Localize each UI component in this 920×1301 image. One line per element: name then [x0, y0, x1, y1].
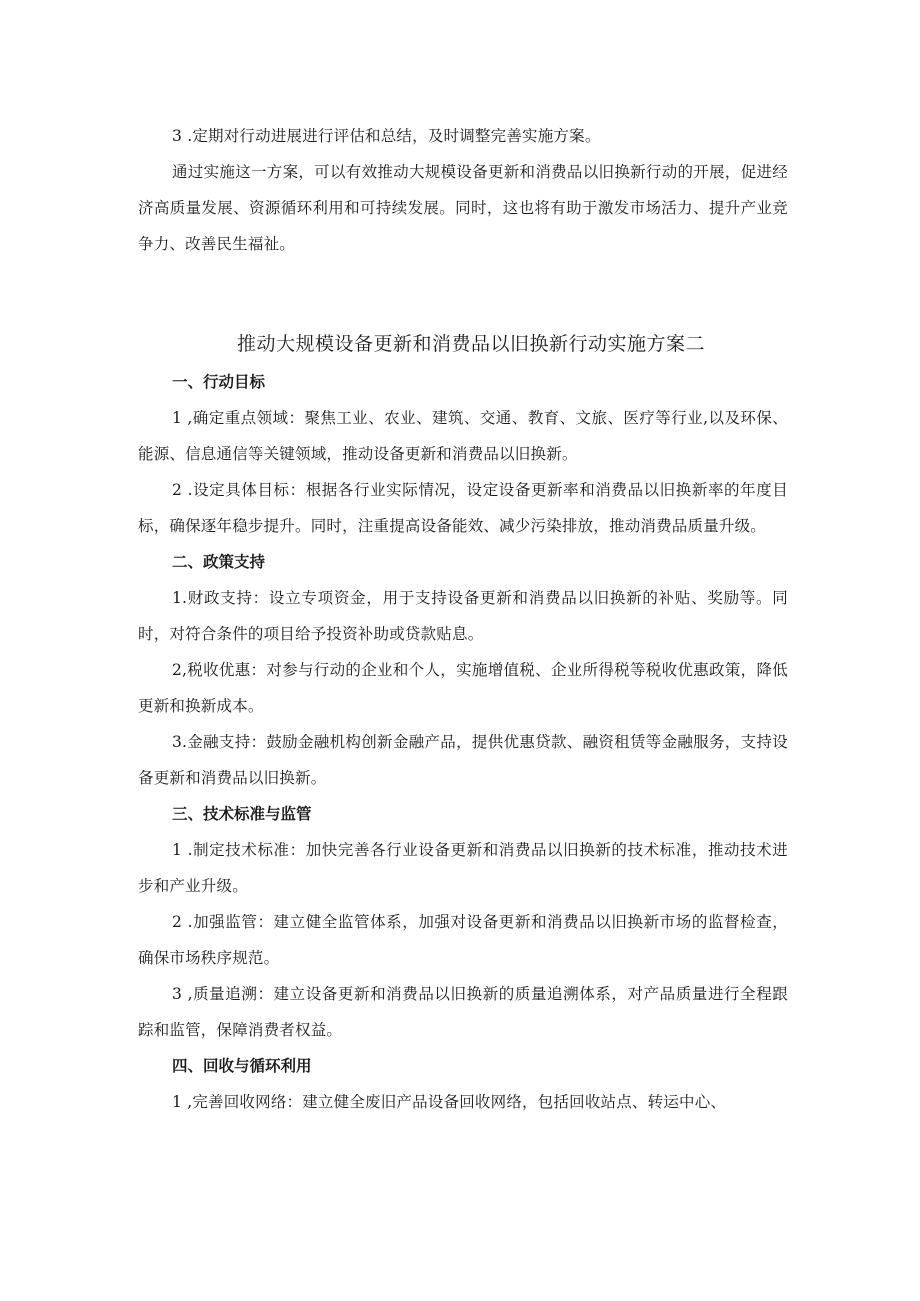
document-title: 推动大规模设备更新和消费品以旧换新行动实施方案二	[236, 333, 705, 355]
section-heading-2: 二、政策支持	[172, 552, 266, 571]
section-heading-1: 一、行动目标	[172, 372, 266, 391]
document-body	[138, 118, 788, 1120]
section-heading-4: 四、回收与循环利用	[172, 1056, 312, 1075]
section-heading-3: 三、技术标准与监管	[172, 804, 312, 823]
section-2-item-1: 1.财政支持：设立专项资金，用于支持设备更新和消费品以旧换新的补贴、奖励等。同时，对符合条件的项目给予投资补助或贷款贴息。	[138, 589, 788, 643]
section-1-item-1: 1 ,确定重点领域：聚焦工业、农业、建筑、交通、教育、文旅、医疗等行业,以及环保、能源、信息通信等关键领域，推动设备更新和消费品以旧换新。	[138, 409, 788, 463]
section-2-item-2: 2,税收优惠：对参与行动的企业和个人，实施增值税、企业所得税等税收优惠政策，降低更新和换新成本。	[138, 661, 788, 715]
intro-conclusion: 通过实施这一方案，可以有效推动大规模设备更新和消费品以旧换新行动的开展，促进经济高质量发展、资源循环利用和可持续发展。同时，这也将有助于激发市场活力、提升产业竞争力、改善民生福祉。	[138, 163, 788, 253]
section-3-item-2: 2 .加强监管：建立健全监管体系，加强对设备更新和消费品以旧换新市场的监督检查，确保市场秩序规范。	[138, 913, 788, 967]
section-4-item-1: 1 ,完善回收网络：建立健全废旧产品设备回收网络，包括回收站点、转运中心、	[172, 1093, 727, 1111]
section-2-item-3: 3.金融支持：鼓励金融机构创新金融产品，提供优惠贷款、融资租赁等金融服务，支持设备更新和消费品以旧换新。	[138, 733, 788, 787]
section-break	[138, 262, 788, 324]
section-3-item-3: 3 ,质量追溯：建立设备更新和消费品以旧换新的质量追溯体系，对产品质量进行全程跟踪和监管，保障消费者权益。	[138, 985, 788, 1039]
intro-item-3: 3 .定期对行动进展进行评估和总结，及时调整完善实施方案。	[172, 127, 601, 145]
section-3-item-1: 1 .制定技术标准：加快完善各行业设备更新和消费品以旧换新的技术标准，推动技术进步和产业升级。	[138, 841, 788, 895]
section-1-item-2: 2 .设定具体目标：根据各行业实际情况，设定设备更新率和消费品以旧换新率的年度目标，确保逐年稳步提升。同时，注重提高设备能效、减少污染排放，推动消费品质量升级。	[138, 481, 788, 535]
